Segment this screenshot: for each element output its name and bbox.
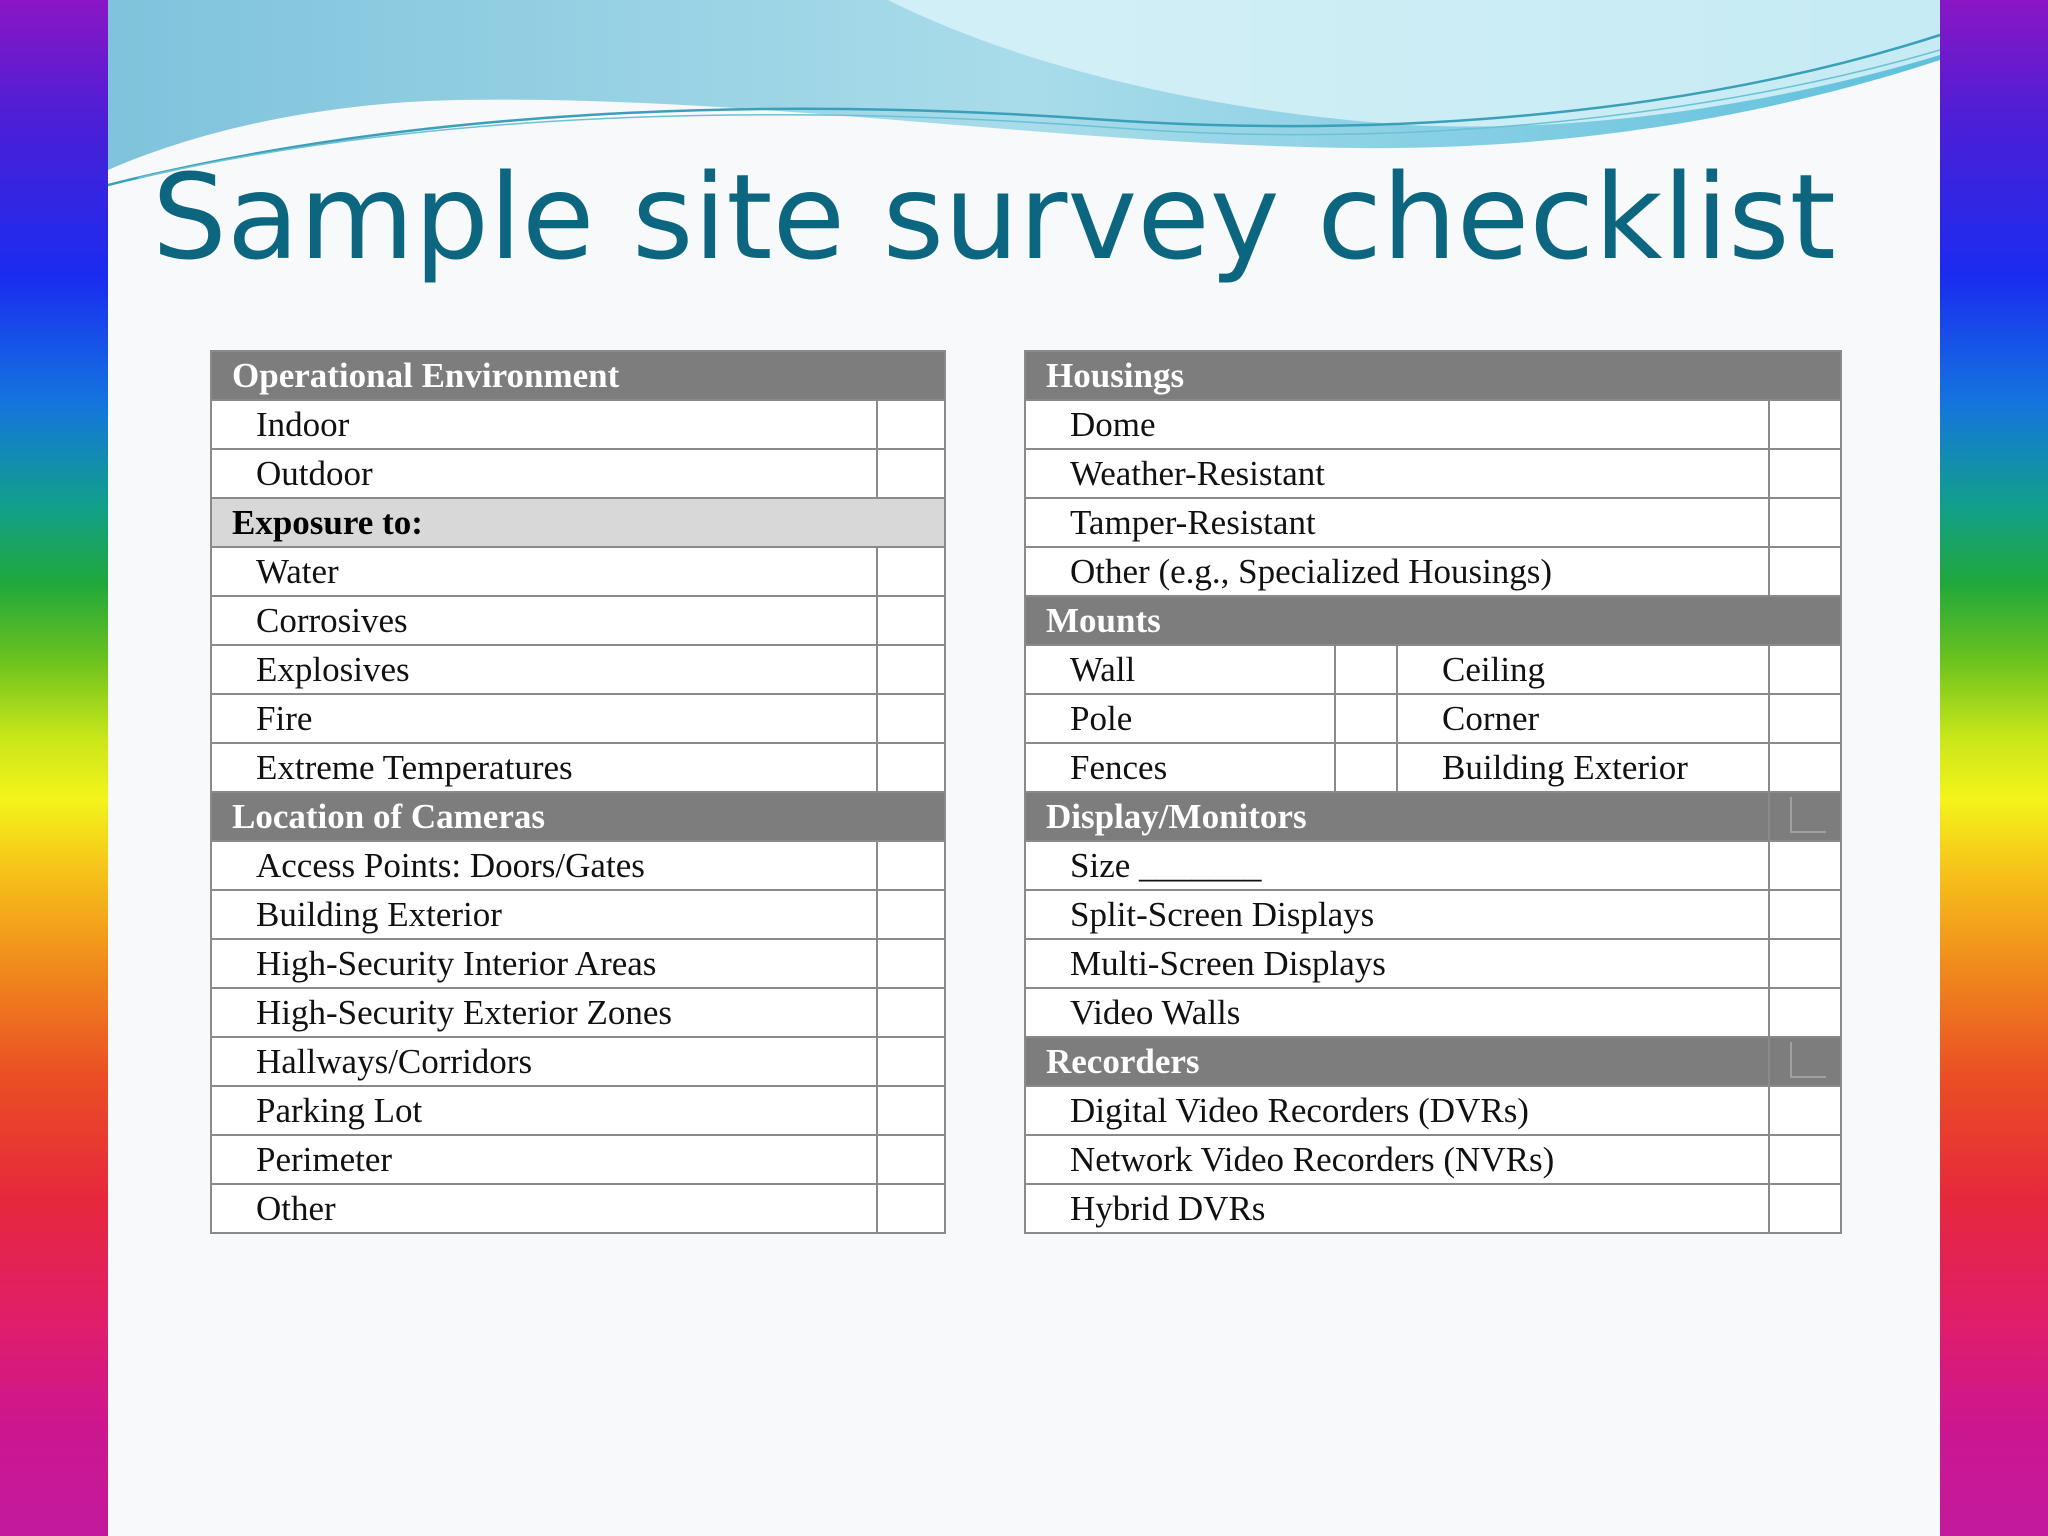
section-header-row [1025, 792, 1841, 841]
checkbox-cell[interactable] [1335, 743, 1397, 792]
checkbox-cell[interactable] [1769, 988, 1841, 1037]
checklist-row [211, 988, 945, 1037]
checklist-row [1025, 743, 1841, 792]
checklist-row [1025, 1086, 1841, 1135]
subsection-header-row [211, 498, 945, 547]
page-title: Sample site survey checklist [152, 148, 1836, 286]
checklist-row [211, 939, 945, 988]
checkbox-cell[interactable] [1769, 547, 1841, 596]
checkbox-cell[interactable] [1335, 694, 1397, 743]
checklist-row [1025, 988, 1841, 1037]
item-label: Corrosives [211, 596, 877, 645]
item-label: Network Video Recorders (NVRs) [1025, 1135, 1769, 1184]
checklist-row [1025, 645, 1841, 694]
item-label: Split-Screen Displays [1025, 890, 1769, 939]
section-recorders: Recorders [1025, 1037, 1769, 1086]
checklist-row [1025, 400, 1841, 449]
checkbox-cell[interactable] [877, 400, 945, 449]
checklist-row [211, 547, 945, 596]
item-label: Building Exterior [211, 890, 877, 939]
item-label: Hybrid DVRs [1025, 1184, 1769, 1233]
item-label: Tamper-Resistant [1025, 498, 1769, 547]
checkbox-cell[interactable] [877, 1184, 945, 1233]
checklist-row [1025, 547, 1841, 596]
item-label: Multi-Screen Displays [1025, 939, 1769, 988]
checklist-row [211, 1135, 945, 1184]
checklist-row [211, 890, 945, 939]
item-label: Water [211, 547, 877, 596]
item-label: Outdoor [211, 449, 877, 498]
section-header-row [1025, 1037, 1841, 1086]
item-label: Dome [1025, 400, 1769, 449]
checklist-row [1025, 1135, 1841, 1184]
checkbox-cell[interactable] [1769, 645, 1841, 694]
section-location-of-cameras: Location of Cameras [211, 792, 945, 841]
header-box-cell [1769, 792, 1841, 841]
item-label: Wall [1025, 645, 1335, 694]
section-housings: Housings [1025, 351, 1841, 400]
item-label: Video Walls [1025, 988, 1769, 1037]
checklist-row [211, 645, 945, 694]
item-label: Building Exterior [1397, 743, 1769, 792]
checkbox-cell[interactable] [1769, 400, 1841, 449]
checkbox-cell[interactable] [1769, 449, 1841, 498]
item-label: Fences [1025, 743, 1335, 792]
checkbox-cell[interactable] [877, 1086, 945, 1135]
checkbox-cell[interactable] [877, 743, 945, 792]
checkbox-cell[interactable] [877, 547, 945, 596]
item-label: Other (e.g., Specialized Housings) [1025, 547, 1769, 596]
checklist-row [211, 1086, 945, 1135]
checklist-row [211, 1037, 945, 1086]
item-label: Other [211, 1184, 877, 1233]
section-header-row [1025, 596, 1841, 645]
section-display-monitors: Display/Monitors [1025, 792, 1769, 841]
checkbox-cell[interactable] [1769, 1184, 1841, 1233]
checkbox-cell[interactable] [877, 939, 945, 988]
section-exposure: Exposure to: [211, 498, 945, 547]
item-label: Indoor [211, 400, 877, 449]
checkbox-cell[interactable] [877, 1037, 945, 1086]
item-label: Perimeter [211, 1135, 877, 1184]
checklist-row [1025, 1184, 1841, 1233]
checkbox-cell[interactable] [877, 645, 945, 694]
item-label: Extreme Temperatures [211, 743, 877, 792]
header-box-cell [1769, 1037, 1841, 1086]
checkbox-cell[interactable] [1769, 498, 1841, 547]
checkbox-cell[interactable] [877, 841, 945, 890]
checkbox-cell[interactable] [877, 890, 945, 939]
section-header-row [1025, 351, 1841, 400]
checklist-row [211, 694, 945, 743]
item-label: Pole [1025, 694, 1335, 743]
checkbox-cell[interactable] [1769, 890, 1841, 939]
right-rainbow-border [1940, 0, 2048, 1536]
checklist-row [1025, 841, 1841, 890]
item-label: High-Security Exterior Zones [211, 988, 877, 1037]
item-label: Corner [1397, 694, 1769, 743]
checklist-row [211, 400, 945, 449]
section-operational-environment: Operational Environment [211, 351, 945, 400]
left-rainbow-border [0, 0, 108, 1536]
item-label: Hallways/Corridors [211, 1037, 877, 1086]
item-label: Size _______ [1025, 841, 1769, 890]
item-label: Parking Lot [211, 1086, 877, 1135]
right-checklist-table [1024, 350, 1842, 1234]
checkbox-cell[interactable] [877, 694, 945, 743]
item-label: High-Security Interior Areas [211, 939, 877, 988]
checklist-row [211, 743, 945, 792]
checklist-row [1025, 498, 1841, 547]
section-mounts: Mounts [1025, 596, 1841, 645]
checkbox-cell[interactable] [1769, 939, 1841, 988]
item-label: Weather-Resistant [1025, 449, 1769, 498]
item-label: Explosives [211, 645, 877, 694]
checklist-row [211, 449, 945, 498]
item-label: Digital Video Recorders (DVRs) [1025, 1086, 1769, 1135]
checkbox-cell[interactable] [877, 596, 945, 645]
checkbox-cell[interactable] [1769, 743, 1841, 792]
checklist-row [211, 596, 945, 645]
checkbox-cell[interactable] [877, 1135, 945, 1184]
item-label: Ceiling [1397, 645, 1769, 694]
left-checklist-table [210, 350, 946, 1234]
checkbox-cell[interactable] [1769, 841, 1841, 890]
item-label: Fire [211, 694, 877, 743]
checklist-row [211, 841, 945, 890]
checkbox-cell[interactable] [1335, 645, 1397, 694]
item-label: Access Points: Doors/Gates [211, 841, 877, 890]
checkbox-cell[interactable] [877, 449, 945, 498]
checkbox-cell[interactable] [1769, 1135, 1841, 1184]
checkbox-cell[interactable] [877, 988, 945, 1037]
checklist-row [1025, 449, 1841, 498]
section-header-row [211, 351, 945, 400]
checklist-row [1025, 694, 1841, 743]
section-header-row [211, 792, 945, 841]
checkbox-cell[interactable] [1769, 1086, 1841, 1135]
checklist-row [211, 1184, 945, 1233]
checklist-row [1025, 939, 1841, 988]
checkbox-cell[interactable] [1769, 694, 1841, 743]
checklist-row [1025, 890, 1841, 939]
